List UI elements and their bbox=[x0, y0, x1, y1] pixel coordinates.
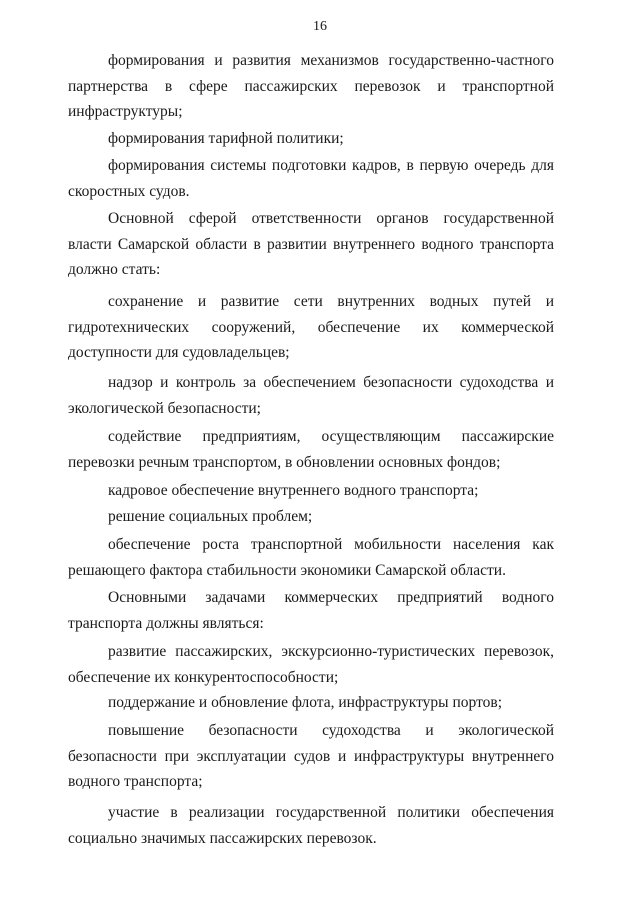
paragraph-11: Основными задачами коммерческих предприятий водного транспорта должны являться: bbox=[68, 589, 554, 632]
paragraph-13: поддержание и обновление флота, инфраструктуры портов; bbox=[108, 694, 503, 711]
paragraph-5: сохранение и развитие сети внутренних водных путей и гидротехнических сооружений, обеспечение их коммерческой доступности для судовладельцев; bbox=[68, 293, 554, 362]
paragraph-12: развитие пассажирских, экскурсионно-туристических перевозок, обеспечение их конкурентоспособности; bbox=[68, 643, 554, 686]
page-number: 16 bbox=[313, 19, 327, 34]
paragraph-6: надзор и контроль за обеспечением безопасности судоходства и экологической безопасности; bbox=[68, 374, 554, 417]
paragraph-8: кадровое обеспечение внутреннего водного транспорта; bbox=[108, 482, 479, 499]
paragraph-9: решение социальных проблем; bbox=[108, 508, 313, 525]
paragraph-14: повышение безопасности судоходства и экологической безопасности при эксплуатации судов и инфраструктуры внутреннего водного транспорта; bbox=[68, 722, 554, 791]
paragraph-4: Основной сферой ответственности органов государственной власти Самарской области в развитии внутреннего водного транспорта должно стать: bbox=[68, 210, 554, 279]
paragraph-2: формирования тарифной политики; bbox=[108, 130, 344, 147]
paragraph-1: формирования и развития механизмов государственно-частного партнерства в сфере пассажирских перевозок и транспортной инфраструктуры; bbox=[68, 52, 554, 121]
paragraph-3: формирования системы подготовки кадров, в первую очередь для скоростных судов. bbox=[68, 157, 554, 200]
paragraph-10: обеспечение роста транспортной мобильности населения как решающего фактора стабильности экономики Самарской области. bbox=[68, 536, 554, 579]
paragraph-15: участие в реализации государственной политики обеспечения социально значимых пассажирских перевозок. bbox=[68, 804, 554, 847]
paragraph-7: содействие предприятиям, осуществляющим пассажирские перевозки речным транспортом, в обновлении основных фондов; bbox=[68, 428, 554, 471]
